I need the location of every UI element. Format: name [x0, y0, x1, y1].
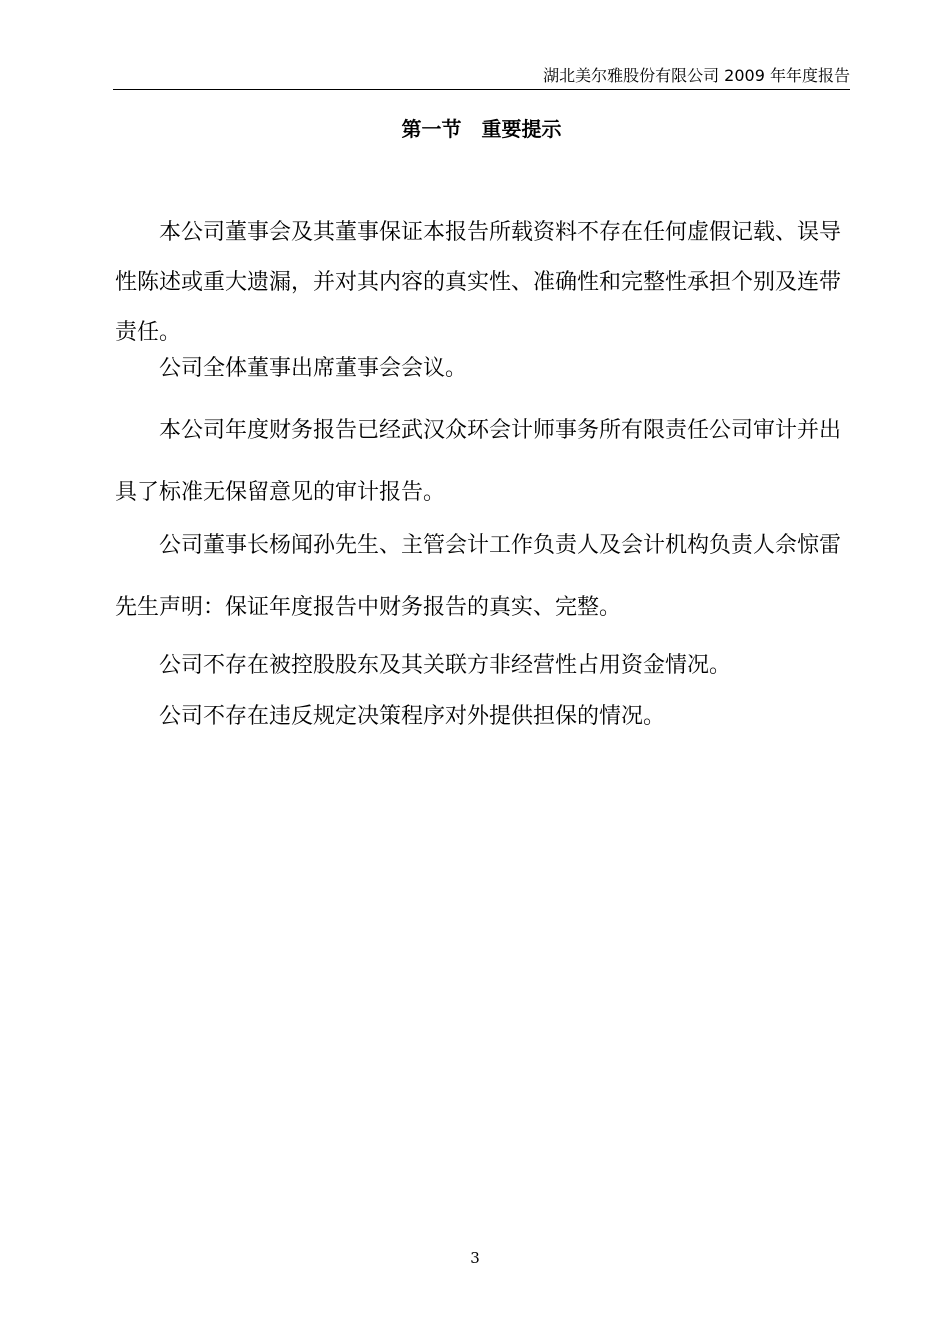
paragraph-attendance [115, 347, 850, 391]
header-divider [113, 89, 850, 90]
paragraph-text: 本公司董事会及其董事保证本报告所载资料不存在任何虚假记载、误导性陈述或重大遗漏，并对其内容的真实性、准确性和完整性承担个别及连带责任。 [115, 220, 842, 345]
paragraph-text: 公司全体董事出席董事会会议。 [159, 356, 468, 381]
paragraph-audit [115, 400, 850, 524]
page-number: 3 [470, 1249, 480, 1267]
paragraph-text: 本公司年度财务报告已经武汉众环会计师事务所有限责任公司审计并出具了标准无保留意见的审计报告。 [115, 418, 842, 505]
paragraph-text: 公司不存在违反规定决策程序对外提供担保的情况。 [159, 704, 666, 729]
section-title: 第一节 重要提示 [401, 117, 562, 141]
paragraph-declaration [115, 515, 850, 639]
running-header: 湖北美尔雅股份有限公司 2009 年年度报告 [543, 66, 850, 85]
paragraph-guarantee [115, 695, 850, 739]
paragraph-fund-occupation [115, 644, 850, 688]
paragraph-disclaimer [115, 208, 850, 358]
paragraph-text: 公司不存在被控股股东及其关联方非经营性占用资金情况。 [159, 653, 732, 678]
paragraph-text: 公司董事长杨闻孙先生、主管会计工作负责人及会计机构负责人佘惊雷先生声明：保证年度报告中财务报告的真实、完整。 [115, 533, 842, 620]
